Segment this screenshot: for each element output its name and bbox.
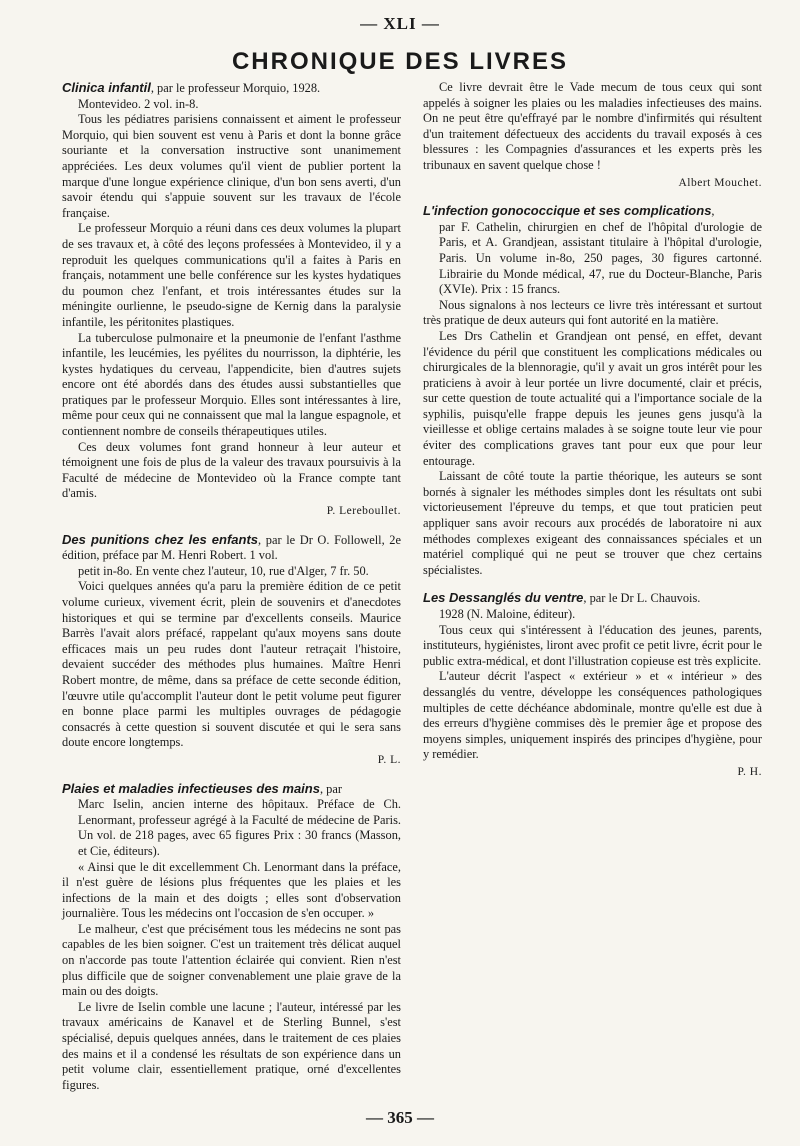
review-details: petit in-8o. En vente chez l'auteur, 10, rue d'Alger, 7 fr. 50. [78, 563, 369, 578]
review-paragraph: Voici quelques années qu'a paru la première édition de ce petit volume curieux, vivement écrit, plein de souvenirs et d'anecdotes historiques et qui se termine par d'excellents conseils. Maurice Barrès l'avait alors préfacé, rappelant qu'aux moyens sans doute efficaces mais un peu rudes dont l'auteur retraçait l'histoire, devaient succéder des méthodes plus humaines. Maître Henri Robert montre, de même, dans sa préface de cette seconde édition, l'œuvre utile qu'accomplit l'auteur dont le petit volume peut figurer en bonne place parmi les multiples ouvrages de pédagogie consacrés à cette question si souvent discutée et qui le sera sans doute encore longtemps. [62, 579, 401, 750]
review-paragraph: Nous signalons à nos lecteurs ce livre très intéressant et surtout très pratique de deux auteurs qui font autorité en la matière. [423, 297, 762, 328]
review-byline: , par le Dr L. Chauvois. [583, 591, 701, 606]
review-heading [62, 80, 401, 97]
review-paragraph: Ce livre devrait être le Vade mecum de tous ceux qui sont appelés à soigner les plaies ou les maladies infectieuses des mains. On ne peut être qu'effrayé par le nombre d'infirmités qui résultent d'un traitement défectueux des accidents du travail exposés à ces blessures : les Compagnies d'assurances et les experts près les tribunaux en savent quelque chose ! [423, 80, 762, 172]
review-title: Les Dessanglés du ventre [423, 590, 584, 606]
review-byline: , par [319, 781, 342, 796]
review-paragraph: La tuberculose pulmonaire et la pneumonie de l'enfant l'asthme infantile, les leucémies, les pyélites du nourrisson, la diphtérie, les kystes hydatiques du cerveau, l'appendicite, bien d'autres sujets encore ont été abordés dans des études aussi substantielles que pratiques par le professeur Morquio. Elles sont intéressantes à lire, même pour ceux qui ne connaissent que mal la langue espagnole, et contiennent nombre de conseils thérapeutiques utiles. [62, 330, 401, 439]
page-header: — XLI — [360, 14, 440, 33]
review-heading [62, 532, 401, 564]
review-paragraph: « Ainsi que le dit excellemment Ch. Lenormant dans la préface, il n'est guère de lésions plus fréquentes que les plaies et les infections de la main et des doigts ; elles sont d'observation journalière. Tous les médecins ont l'occasion de s'en occuper. » [62, 859, 401, 921]
review-heading [423, 590, 762, 607]
page-number: — 365 — [366, 1108, 434, 1127]
review-signature: P. H. [737, 765, 762, 778]
review-signature: P. Lereboullet. [326, 505, 401, 518]
review-byline: , par le Dr O. Followell, 2e édition, préface par M. Henri Robert. 1 vol. [62, 532, 401, 563]
review-clinica-infantil [62, 80, 401, 520]
review-columns [62, 80, 762, 1100]
review-title: Des punitions chez les enfants [62, 531, 259, 547]
review-dessangles-ventre [423, 590, 762, 780]
review-paragraph: L'auteur décrit l'aspect « extérieur » et « intérieur » des dessanglés du ventre, développe les conséquences pathologiques multiples de cette déchéance abdominale, montre qu'elle est due à des erreurs d'hygiène commises dès le premier âge et propose des moyens simples, uniquement inspirés des principes d'hygiène, pour y remédier. [423, 669, 762, 762]
review-signature: Albert Mouchet. [678, 176, 762, 189]
review-punitions [62, 532, 401, 769]
review-details: Montevideo. 2 vol. in-8. [78, 96, 199, 111]
review-paragraph: Le professeur Morquio a réuni dans ces deux volumes la plupart de ses travaux et, à côté des leçons professées à Montevideo, il y a reproduit les quelques communications qu'il a faites à Paris en français, notamment une belle conférence sur les kystes hydatiques du poumon chez l'enfant, et trois intéressantes études sur la méningite ourlienne, le pseudo-signe de Kernig dans la paralysie infantile, les péritonites plastiques. [62, 221, 401, 329]
review-details: par F. Cathelin, chirurgien en chef de l'hôpital d'urologie de Paris, et A. Grandjean, assistant titulaire à l'hôpital d'urologie, Paris. Un volume in-8o, 250 pages, 30 figures cartonné. Librairie du Monde médical, 47, rue du Docteur-Blanche, Paris (XVIe). Prix : 15 francs. [439, 219, 762, 297]
review-heading [423, 203, 762, 220]
review-paragraph: Le malheur, c'est que précisément tous les médecins ne sont pas capables de les bien soigner. C'est un traitement très délicat auquel on n'accorde pas toute l'attention éclairée qui convient. Rien n'est plus difficile que de soigner convenablement une plaie grave de la main ou des doigts. [62, 921, 401, 999]
review-title: Plaies et maladies infectieuses des mains [62, 780, 320, 796]
review-paragraph: Le livre de Iselin comble une lacune ; l'auteur, intéressé par les travaux américains de Kanavel et de Sterling Bunnel, s'est spécialisé, depuis quelques années, dans le traitement de ces plaies des mains et il a condensé les résultats de son expérience dans un petit volume clair, essentiellement pratique, orné d'excellentes figures. [62, 999, 401, 1092]
review-details: Marc Iselin, ancien interne des hôpitaux. Préface de Ch. Lenormant, professeur agrégé à la Faculté de médecine de Paris. Un vol. de 218 pages, avec 65 figures Prix : 30 francs (Masson, et Cie, éditeurs). [78, 797, 401, 858]
review-details: 1928 (N. Maloine, éditeur). [439, 607, 576, 621]
review-paragraph: Les Drs Cathelin et Grandjean ont pensé, en effet, devant l'évidence du péril que constituent les complications médicales ou chirurgicales de la blennoragie, qu'il y avait un gros intérêt pour les praticiens à avoir à leur portée un livre documenté, clair et précis, sur cette question de toute actualité qui a l'importance sociale de la syphilis, puisqu'elle frappe depuis les jeunes gens jusqu'à la vieillesse et oblige certains malades à se soigne toute leur vie pour éviter des complications graves tant pour eux que pour leur entourage. [423, 328, 762, 468]
review-byline: , par le professeur Morquio, 1928. [150, 81, 321, 95]
review-paragraph: Tous les pédiatres parisiens connaissent et aiment le professeur Morquio, qui bien souvent est venu à Paris et dont la bonne grâce souriante et la conversation instructive sont unanimement appréciées. Les deux volumes qu'il vient de publier portent la marque d'une longue expérience clinique, d'un bon sens averti, d'un savoir étendu qui s'appuie souvent sur les travaux de l'école française. [62, 112, 401, 220]
review-paragraph: Ces deux volumes font grand honneur à leur auteur et témoignent une fois de plus de la valeur des travaux poursuivis à la Faculté de médecine de Montevideo où la France compte tant d'amis. [62, 439, 401, 501]
section-title: CHRONIQUE DES LIVRES [231, 48, 569, 75]
review-paragraph: Laissant de côté toute la partie théorique, les auteurs se sont bornés à signaler les méthodes simples dont les résultats ont subi victorieusement l'épreuve du temps, et que tout praticien peut appliquer sans avoir recours aux procédés de laboratoire ni aux méthodes complexes exigeant des connaissances spéciales et un matériel compliqué qui ne peut se trouver que chez certains spécialistes. [423, 469, 762, 577]
review-paragraph: Tous ceux qui s'intéressent à l'éducation des jeunes, parents, instituteurs, hygiénistes, liront avec profit ce petit livre, écrit pour le public extra-médical, et dont l'illustration copieuse est très explicite. [423, 622, 762, 668]
review-infection-gonococcique [423, 203, 762, 578]
review-title: L'infection gonococcique et ses complications [423, 203, 712, 219]
review-heading [62, 781, 401, 798]
review-byline: , [711, 204, 715, 219]
review-signature: P. L. [377, 753, 401, 766]
review-title: Clinica infantil [62, 80, 151, 95]
